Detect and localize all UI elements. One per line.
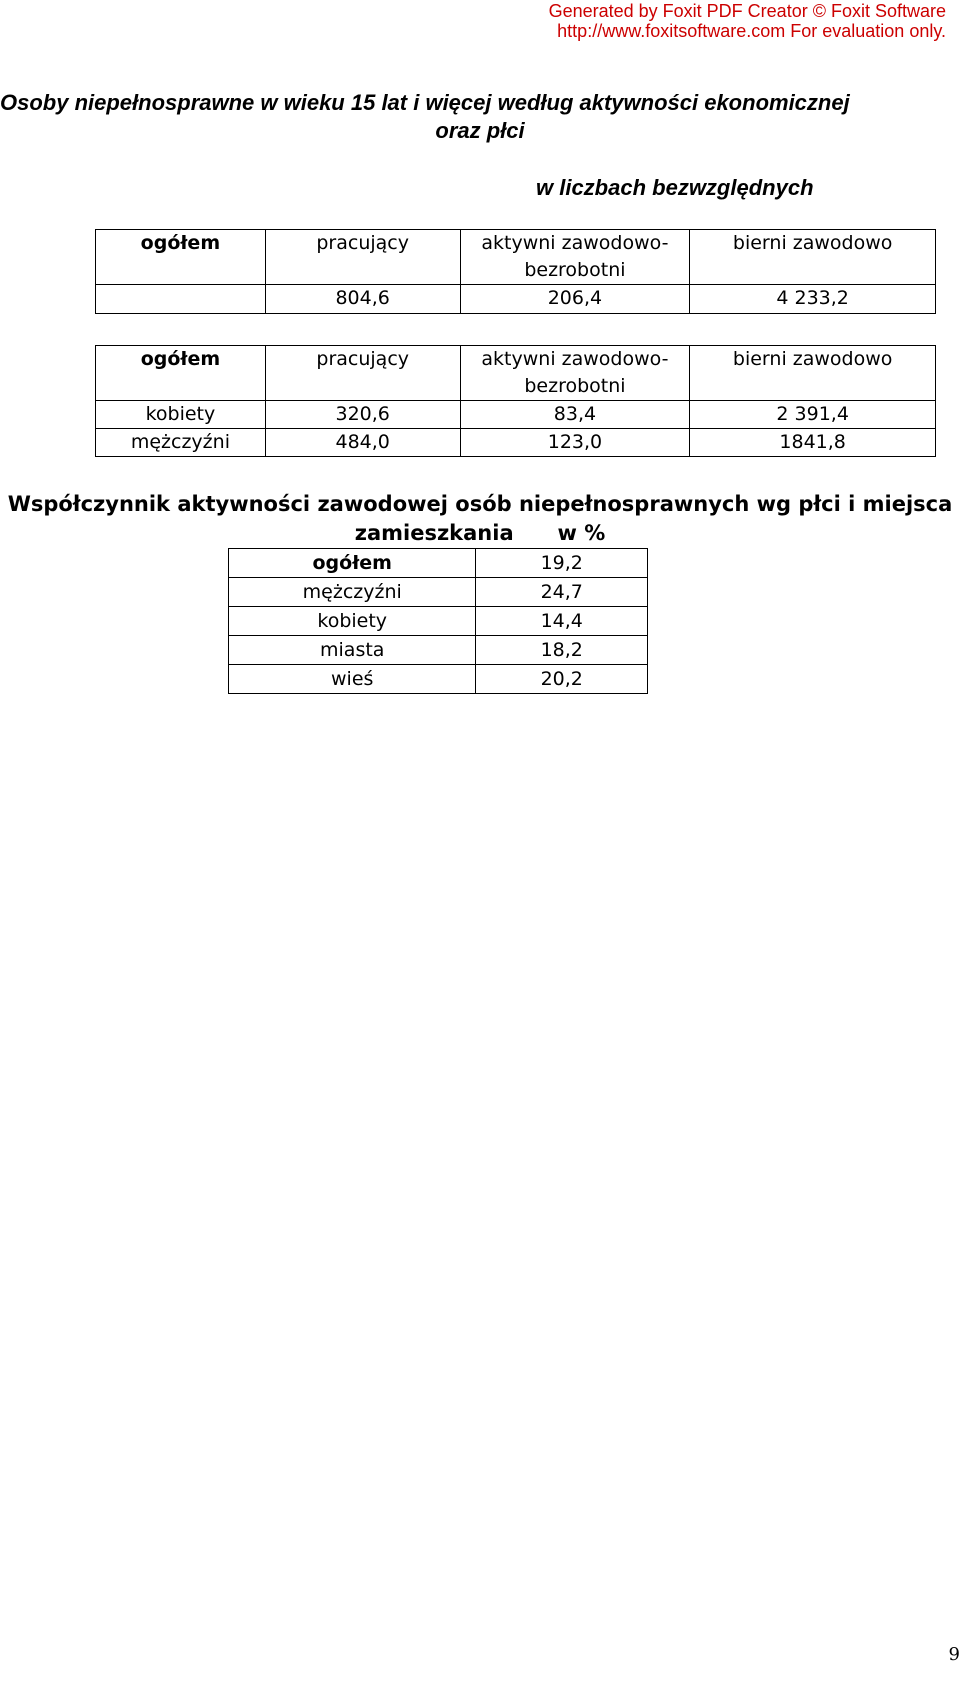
table-activity-rate [228, 548, 648, 694]
section-title-line2: zamieszkania w % [354, 521, 606, 545]
table-cell: 4 233,2 [690, 285, 936, 314]
table-row [96, 401, 936, 429]
table-row [229, 578, 648, 607]
table-cell: 24,7 [476, 578, 648, 607]
table-cell: 83,4 [460, 401, 690, 429]
row-label: mężczyźni [229, 578, 476, 607]
header-pracujacy: pracujący [265, 346, 460, 401]
table-cell: 18,2 [476, 636, 648, 665]
table-cell: 14,4 [476, 607, 648, 636]
header-pracujacy: pracujący [265, 230, 460, 285]
row-label: kobiety [96, 401, 266, 429]
table-row [96, 429, 936, 457]
table-cell [96, 285, 266, 314]
table-row [229, 607, 648, 636]
header-bezrobotni: aktywni zawodowo-bezrobotni [460, 346, 690, 401]
table-row [96, 285, 936, 314]
row-label: ogółem [229, 549, 476, 578]
row-label: mężczyźni [96, 429, 266, 457]
table-cell: 484,0 [265, 429, 460, 457]
table-cell: 320,6 [265, 401, 460, 429]
table-subtitle: w liczbach bezwzględnych [536, 175, 814, 200]
table-header-row [96, 346, 936, 401]
table-cell: 804,6 [265, 285, 460, 314]
section-title-line1: Współczynnik aktywności zawodowej osób niepełnosprawnych wg płci i miejsca [7, 492, 953, 516]
table-by-sex [95, 345, 936, 457]
table-cell: 20,2 [476, 665, 648, 694]
table-cell: 123,0 [460, 429, 690, 457]
row-label: miasta [229, 636, 476, 665]
row-label: kobiety [229, 607, 476, 636]
table-row [229, 549, 648, 578]
table-row [229, 636, 648, 665]
header-ogolem: ogółem [96, 230, 266, 285]
header-bierni: bierni zawodowo [690, 346, 936, 401]
table-cell: 1841,8 [690, 429, 936, 457]
table-header-row [96, 230, 936, 285]
header-ogolem: ogółem [96, 346, 266, 401]
table-absolute-totals [95, 229, 936, 314]
watermark-line1: Generated by Foxit PDF Creator © Foxit Software [548, 1, 946, 21]
table-row [229, 665, 648, 694]
table-cell: 206,4 [460, 285, 690, 314]
row-label: wieś [229, 665, 476, 694]
header-bierni: bierni zawodowo [690, 230, 936, 285]
header-bezrobotni: aktywni zawodowo-bezrobotni [460, 230, 690, 285]
page-number: 9 [948, 1644, 960, 1665]
document-title-line1: Osoby niepełnosprawne w wieku 15 lat i więcej według aktywności ekonomicznej [0, 90, 850, 115]
table-cell: 19,2 [476, 549, 648, 578]
document-title-line2: oraz płci [435, 118, 525, 143]
table-cell: 2 391,4 [690, 401, 936, 429]
watermark-line2: http://www.foxitsoftware.com For evaluation only. [557, 21, 946, 41]
